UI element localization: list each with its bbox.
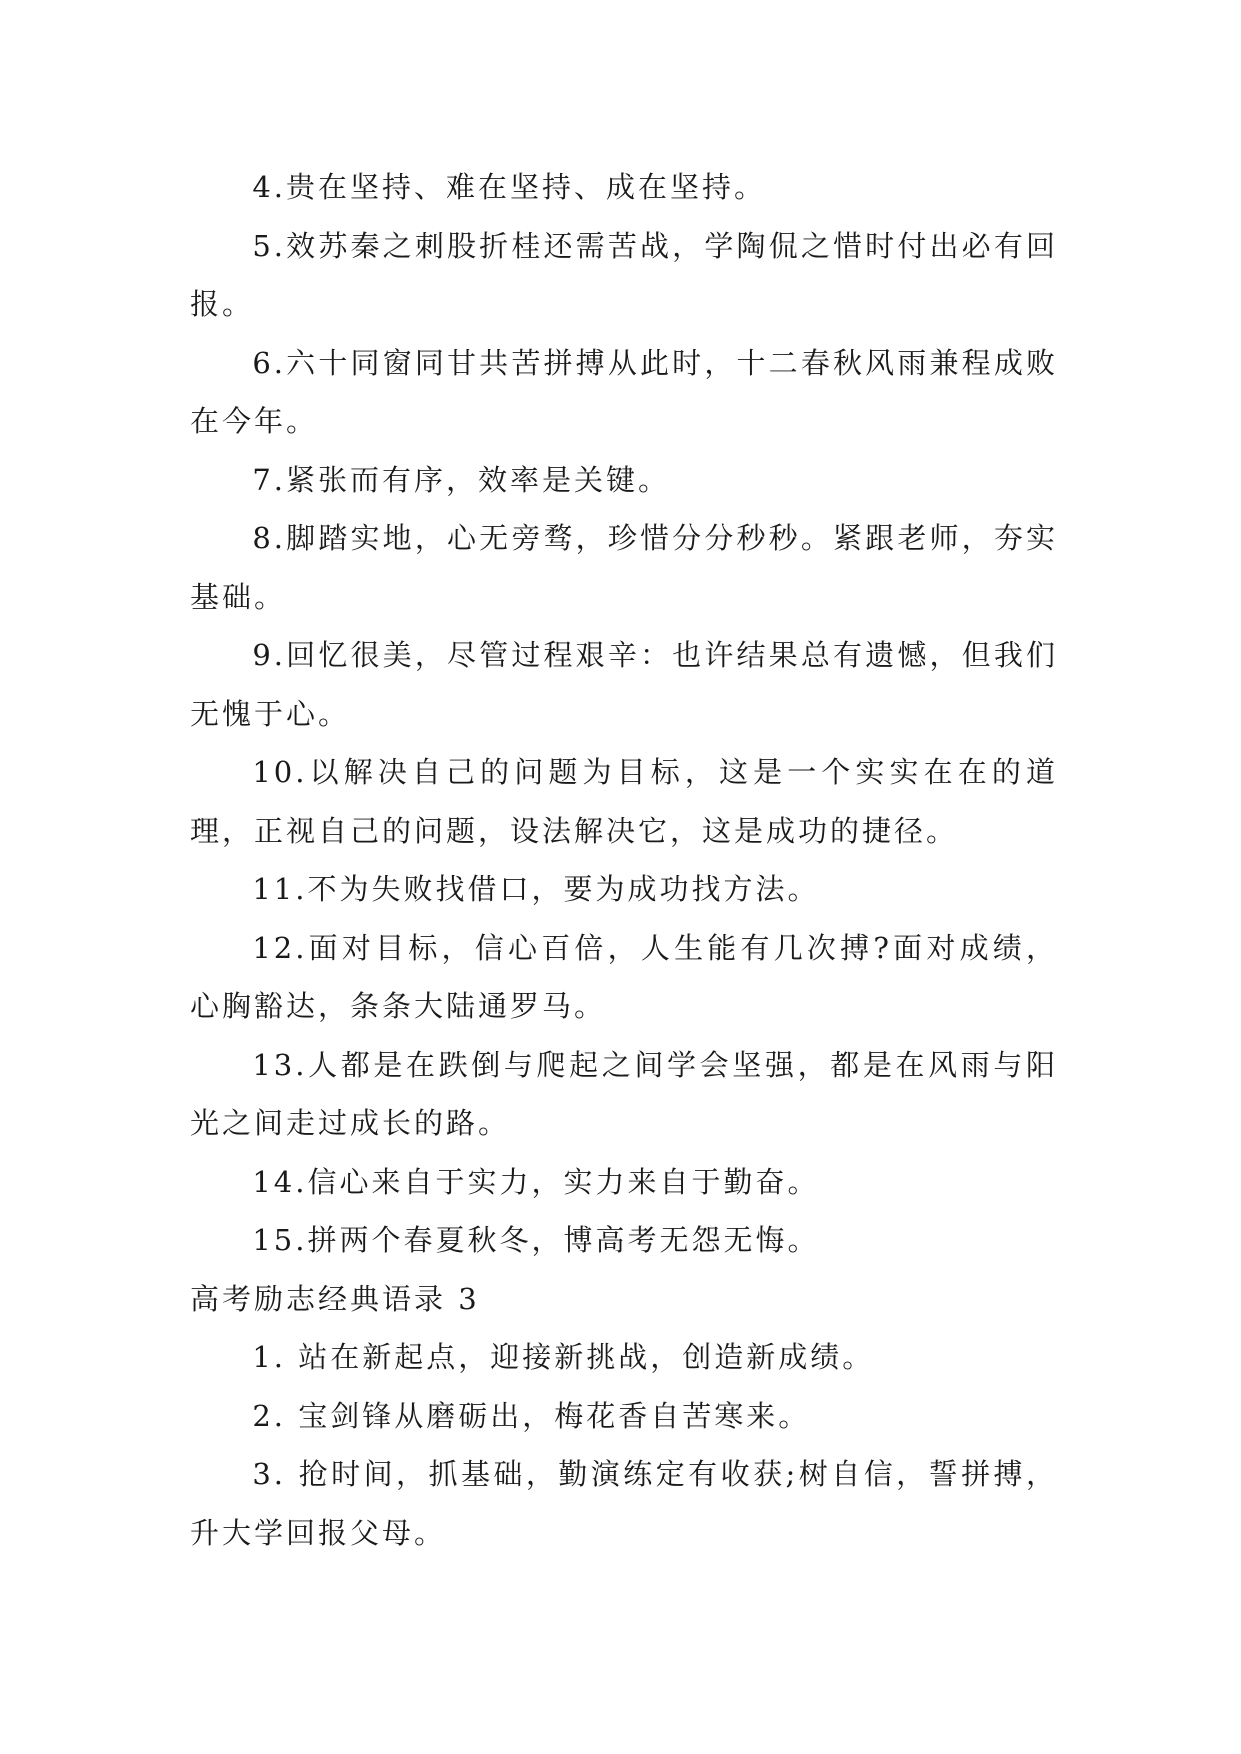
quote-paragraph: 5.效苏秦之刺股折桂还需苦战，学陶侃之惜时付出必有回报。: [190, 228, 1058, 321]
quote-paragraph: 13.人都是在跌倒与爬起之间学会坚强，都是在风雨与阳光之间走过成长的路。: [190, 1047, 1058, 1140]
quote-paragraph: 1. 站在新起点，迎接新挑战，创造新成绩。: [252, 1340, 875, 1374]
quote-paragraph: 9.回忆很美，尽管过程艰辛：也许结果总有遗憾，但我们无愧于心。: [190, 638, 1058, 731]
quote-paragraph: 6.六十同窗同甘共苦拼搏从此时，十二春秋风雨兼程成败在今年。: [190, 345, 1058, 438]
quote-paragraph: 11.不为失败找借口，要为成功找方法。: [252, 872, 820, 906]
quote-paragraph: 7.紧张而有序，效率是关键。: [252, 462, 671, 497]
quote-paragraph: 15.拼两个春夏秋冬，博高考无怨无悔。: [252, 1223, 820, 1257]
quote-paragraph: 10.以解决自己的问题为目标，这是一个实实在在的道理，正视自己的问题，设法解决它，这是成功的捷径。: [190, 755, 1058, 848]
quote-paragraph: 2. 宝剑锋从磨砺出，梅花香自苦寒来。: [252, 1398, 811, 1433]
quote-paragraph: 4.贵在坚持、难在坚持、成在坚持。: [252, 170, 767, 204]
document-body: [190, 158, 1058, 1562]
quote-paragraph: 14.信心来自于实力，实力来自于勤奋。: [252, 1164, 820, 1199]
section-heading: 高考励志经典语录 3: [190, 1281, 480, 1316]
quote-paragraph: 8.脚踏实地，心无旁骛，珍惜分分秒秒。紧跟老师，夯实基础。: [190, 521, 1058, 614]
quote-paragraph: 3. 抢时间，抓基础，勤演练定有收获;树自信，誓拼搏，升大学回报父母。: [190, 1457, 1058, 1550]
quote-paragraph: 12.面对目标，信心百倍，人生能有几次搏?面对成绩，心胸豁达，条条大陆通罗马。: [190, 930, 1058, 1023]
